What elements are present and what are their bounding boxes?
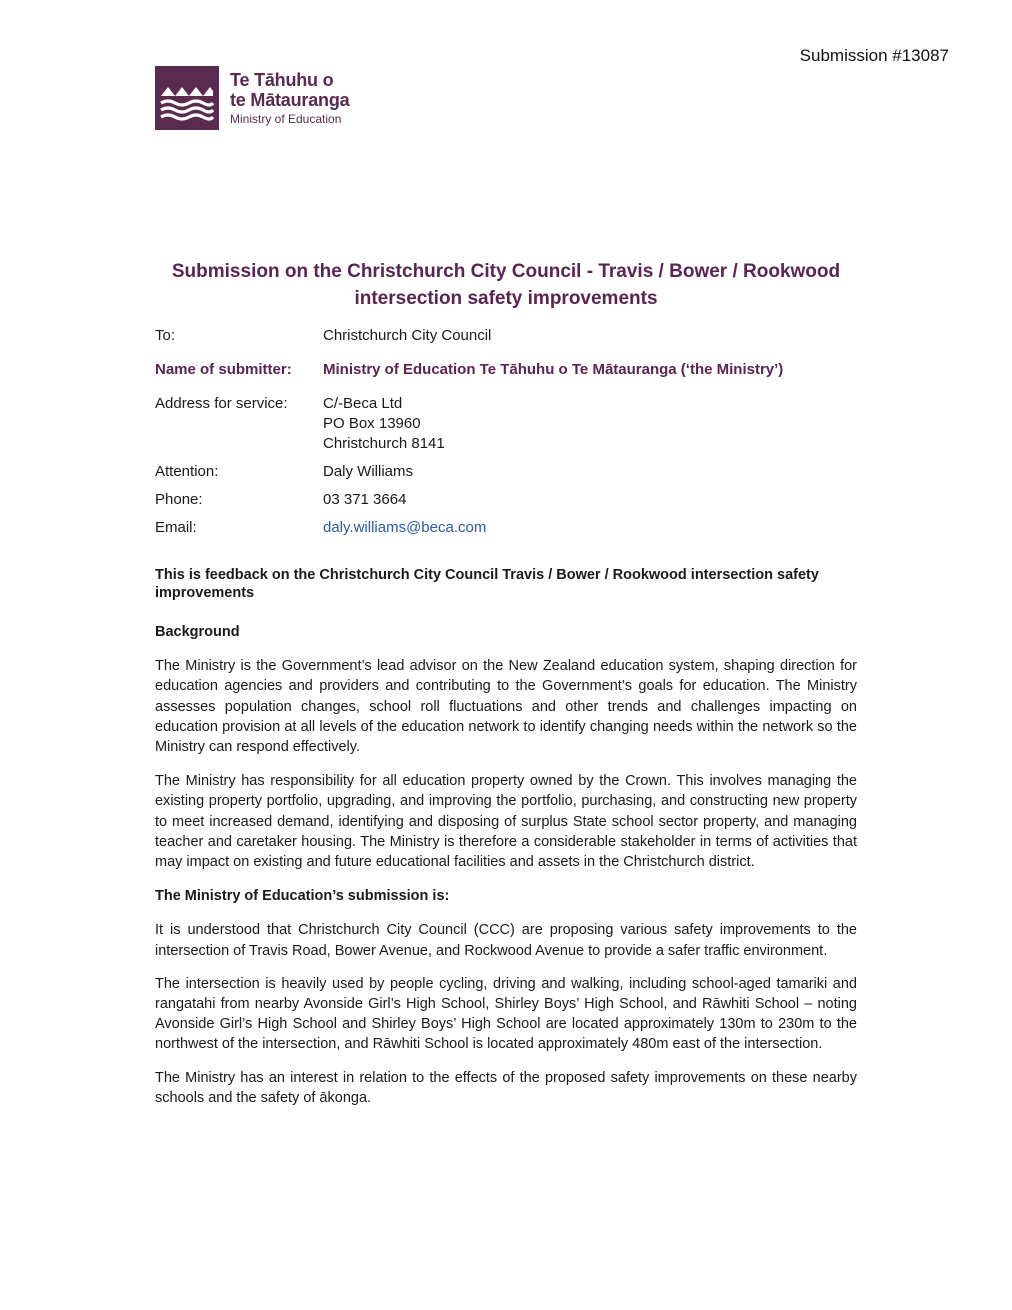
title-line1: Submission on the Christchurch City Council - Travis / Bower / Rookwood bbox=[171, 261, 841, 282]
phone-value: 03 371 3664 bbox=[323, 491, 407, 508]
address-line1: C/-Beca Ltd bbox=[323, 395, 403, 412]
address-row bbox=[155, 394, 875, 454]
document-title bbox=[150, 258, 862, 312]
title-line2: intersection safety improvements bbox=[354, 288, 658, 309]
submitter-name-label: Name of submitter: bbox=[155, 361, 292, 378]
to-label: To: bbox=[155, 327, 176, 344]
submission-heading: The Ministry of Education’s submission is: bbox=[155, 888, 450, 905]
attention-label: Attention: bbox=[155, 463, 219, 480]
logo-title-line2: te Mātauranga bbox=[230, 90, 350, 110]
ministry-logo bbox=[155, 66, 349, 130]
to-row bbox=[155, 326, 875, 346]
address-line3: Christchurch 8141 bbox=[323, 435, 445, 452]
submitter-details bbox=[155, 326, 875, 538]
email-label: Email: bbox=[155, 519, 197, 536]
submission-paragraph-2: The intersection is heavily used by people cycling, driving and walking, including school-aged tamariki and rangatahi from nearby Avonside Girl’s High School, Shirley Boys’ High School, and Rāwhiti School – noting Avonside Girl’s High School and Shirley Boys’ High School are located approximately 130m to 230m to the northwest of the intersection, and Rāwhiti School is located approximately 480m east of the intersection. bbox=[155, 975, 857, 1053]
phone-label: Phone: bbox=[155, 491, 203, 508]
submission-paragraph-1: It is understood that Christchurch City Council (CCC) are proposing various safety improvements to the intersection of Travis Road, Bower Avenue, and Rockwood Avenue to provide a safer traffic environment. bbox=[155, 922, 857, 959]
attention-row bbox=[155, 462, 875, 482]
address-line2: PO Box 13960 bbox=[323, 415, 421, 432]
attention-value: Daly Williams bbox=[323, 463, 413, 480]
to-value: Christchurch City Council bbox=[323, 327, 492, 344]
background-paragraph-2: The Ministry has responsibility for all education property owned by the Crown. This involves managing the existing property portfolio, upgrading, and improving the portfolio, purchasing, and constructing new property to meet increased demand, identifying and disposing of surplus State school sector property, and managing teacher and caretaker housing. The Ministry is therefore a considerable stakeholder in terms of activities that may impact on existing and future educational facilities and assets in the Christchurch district. bbox=[155, 773, 857, 871]
submitter-name-value: Ministry of Education Te Tāhuhu o Te Mātauranga (‘the Ministry’) bbox=[323, 361, 784, 378]
email-link[interactable]: daly.williams@beca.com bbox=[323, 519, 487, 536]
document-body bbox=[155, 566, 857, 1108]
submission-paragraph-3: The Ministry has an interest in relation to the effects of the proposed safety improvements on these nearby schools and the safety of ākonga. bbox=[155, 1069, 857, 1106]
feedback-heading: This is feedback on the Christchurch City Council Travis / Bower / Rookwood intersection safety improvements bbox=[155, 567, 819, 601]
submission-number: Submission #13087 bbox=[799, 46, 949, 65]
phone-row bbox=[155, 490, 875, 510]
submitter-name-row bbox=[155, 360, 875, 380]
email-row bbox=[155, 518, 875, 538]
logo-title-line1: Te Tāhuhu o bbox=[230, 70, 334, 90]
background-paragraph-1: The Ministry is the Government’s lead advisor on the New Zealand education system, shaping direction for education agencies and providers and contributing to the Government’s goals for education. The Ministry assesses population changes, school roll fluctuations and other trends and challenges impacting on education provision at all levels of the education network to identify changing needs within the network so the Ministry can respond effectively. bbox=[155, 658, 857, 756]
address-label: Address for service: bbox=[155, 395, 288, 412]
ministry-logo-icon bbox=[155, 66, 219, 130]
background-heading: Background bbox=[155, 624, 240, 640]
logo-subtitle: Ministry of Education bbox=[230, 112, 342, 126]
